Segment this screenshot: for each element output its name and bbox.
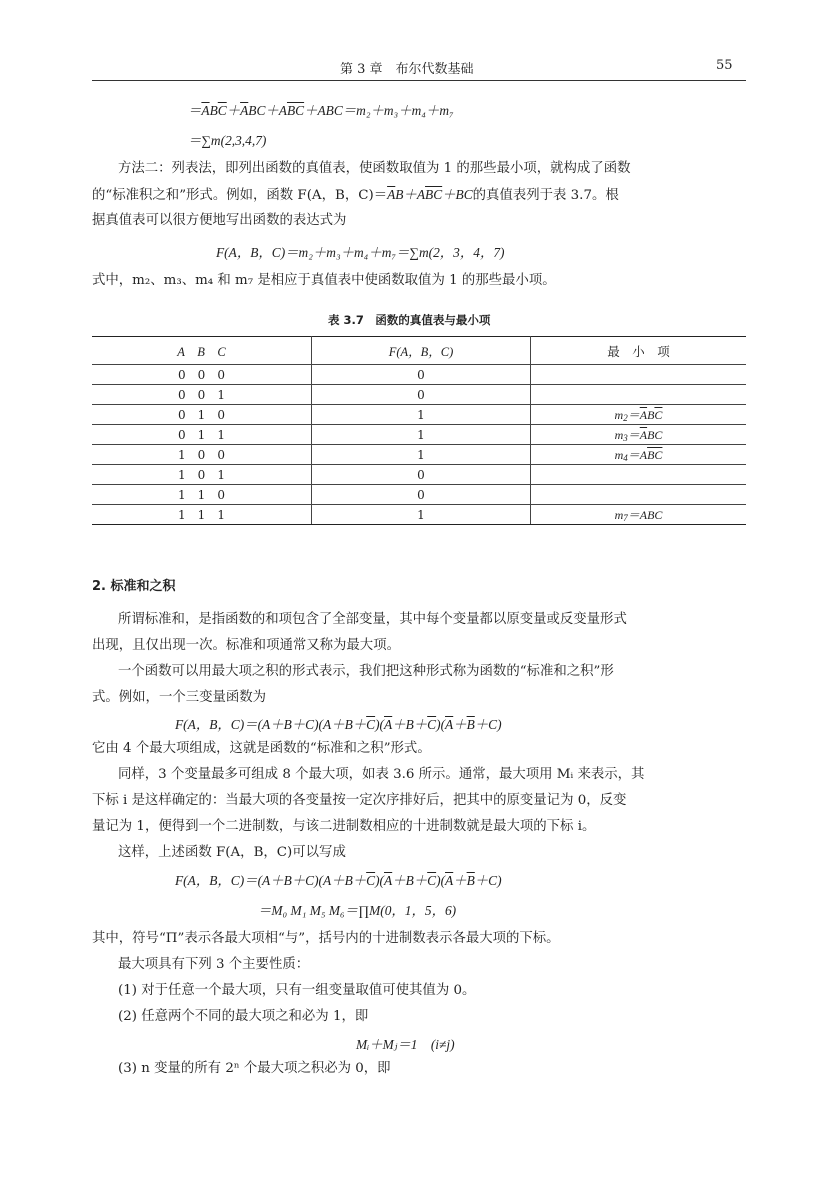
cell-abc: 0 1 1 [92, 425, 312, 445]
table-row [92, 445, 746, 465]
running-header: 第 3 章 布尔代数基础 [340, 62, 474, 77]
cell-minterm [531, 485, 747, 505]
minterm-m7: ABC [639, 508, 663, 522]
method2-line3: 据真值表可以很方便地写出函数的表达式为 [92, 213, 347, 228]
equation-top-line2: ＝∑m(2,3,4,7) [188, 133, 267, 148]
note-mid: 式中，m₂、m₃、m₄ 和 m₇ 是相应于真值表中使函数取值为 1 的那些最小项。 [92, 273, 556, 288]
eq2-lhs: F(A，B，C)＝ [175, 873, 258, 888]
equation-product3: ＝M₀ M₁ M₅ M₆＝∏M(0，1，5，6) [258, 903, 457, 918]
cell-minterm: $m_2=\overline{A}B\overline{C}$ [531, 405, 747, 425]
equation-mid: F(A，B，C)＝m₂＋m₃＋m₄＋m₇＝∑m(2，3，4，7) [216, 245, 505, 260]
cell-minterm: $m_7=ABC$ [531, 505, 747, 525]
cell-abc: 0 0 0 [92, 365, 312, 385]
cell-f: 1 [312, 425, 531, 445]
table-row [92, 405, 746, 425]
property-1: (1) 对于任意一个最大项，只有一组变量取值可使其值为 0。 [118, 983, 476, 998]
para4-line3: 量记为 1，便得到一个二进制数，与该二进制数相应的十进制数就是最大项的下标 i。 [92, 819, 596, 834]
cell-abc: 1 0 0 [92, 445, 312, 465]
method2-line2: 的“标准积之和”形式。例如，函数 F(A，B，$C)=\overline{A}B+A\overline{BC}+BC$的真值表列于表 3.7。根 [92, 187, 619, 203]
equation-top-line1-tail: ＝m₂＋m₃＋m₄＋m₇ [342, 103, 454, 118]
cell-minterm [531, 385, 747, 405]
para6: 其中，符号“Π”表示各最大项相“与”，括号内的十进制数表示各最大项的下标。 [92, 931, 560, 946]
para2-line2: 式。例如，一个三变量函数为 [92, 690, 267, 705]
cell-f: 0 [312, 385, 531, 405]
cell-f: 1 [312, 505, 531, 525]
cell-abc: 1 1 1 [92, 505, 312, 525]
header-f: F(A，B，C) [312, 337, 531, 365]
table-row [92, 505, 746, 525]
property-3: (3) n 变量的所有 2ⁿ 个最大项之积必为 0，即 [118, 1061, 391, 1076]
equation-property2: Mᵢ＋Mⱼ＝1 (i≠j) [356, 1037, 455, 1052]
cell-f: 0 [312, 485, 531, 505]
cell-minterm: $m_3=\overline{A}BC$ [531, 425, 747, 445]
cell-f: 1 [312, 405, 531, 425]
para1-line2: 出现，且仅出现一次。标准和项通常又称为最大项。 [92, 638, 400, 653]
method2-line1: 方法二：列表法，即列出函数的真值表，使函数取值为 1 的那些最小项，就构成了函数 [118, 161, 631, 176]
cell-f: 1 [312, 445, 531, 465]
cell-minterm [531, 465, 747, 485]
cell-f: 0 [312, 465, 531, 485]
method2-line2-text-b: 的真值表列于表 3.7。根 [472, 188, 619, 203]
table-caption: 表 3.7 函数的真值表与最小项 [328, 313, 491, 327]
para7: 最大项具有下列 3 个主要性质： [118, 957, 310, 972]
cell-minterm [531, 365, 747, 385]
header-rule [92, 80, 746, 81]
para2-line1: 一个函数可以用最大项之积的形式表示，我们把这种形式称为函数的“标准和之积”形 [118, 664, 614, 679]
section-title: 2. 标准和之积 [92, 579, 176, 594]
table-row [92, 425, 746, 445]
table-row [92, 365, 746, 385]
cell-abc: 0 1 0 [92, 405, 312, 425]
cell-f: 0 [312, 365, 531, 385]
cell-abc: 0 0 1 [92, 385, 312, 405]
page-number: 55 [716, 58, 733, 73]
truth-table [92, 336, 746, 525]
equation-product2: F(A，B，$C)=(A+B+C)(A+B+\overline{C})(\overline{A}+B+\overline{C})(\overline{A}+\overline{B}+C)$ [175, 873, 502, 888]
method2-line2-text-a: 的“标准积之和”形式。例如，函数 F(A，B，C)＝ [92, 188, 388, 203]
para4-line2: 下标 i 是这样确定的：当最大项的各变量按一定次序排好后，把其中的原变量记为 0，反变 [92, 793, 627, 808]
sum-notation: ∑m(2,3,4,7) [201, 133, 267, 148]
table-row [92, 465, 746, 485]
table-row [92, 385, 746, 405]
para5: 这样，上述函数 F(A，B，C)可以写成 [118, 845, 346, 860]
table-row [92, 485, 746, 505]
property-2: (2) 任意两个不同的最大项之和必为 1，即 [118, 1009, 369, 1024]
para4-line1: 同样，3 个变量最多可组成 8 个最大项，如表 3.6 所示。通常，最大项用 Mᵢ 来表示，其 [118, 767, 645, 782]
equation-top-line1: $=\overline{A}B\overline{C}+\overline{A}BC+A\overline{BC}+ABC=m_2+m_3+m_4+m_7$ [188, 103, 454, 118]
para1-line1: 所谓标准和，是指函数的和项包含了全部变量，其中每个变量都以原变量或反变量形式 [118, 612, 627, 627]
cell-abc: 1 0 1 [92, 465, 312, 485]
header-abc: A B C [92, 337, 312, 365]
cell-abc: 1 1 0 [92, 485, 312, 505]
table-header-row [92, 337, 746, 365]
eq1-lhs: F(A，B，C)＝ [175, 717, 258, 732]
cell-minterm: $m_4=A\overline{BC}$ [531, 445, 747, 465]
header-minterm: 最 小 项 [531, 337, 747, 365]
equation-product1: F(A，B，$C)=(A+B+C)(A+B+\overline{C})(\overline{A}+B+\overline{C})(\overline{A}+\overline{B}+C)$ [175, 717, 502, 732]
para3: 它由 4 个最大项组成，这就是函数的“标准和之积”形式。 [92, 741, 431, 756]
